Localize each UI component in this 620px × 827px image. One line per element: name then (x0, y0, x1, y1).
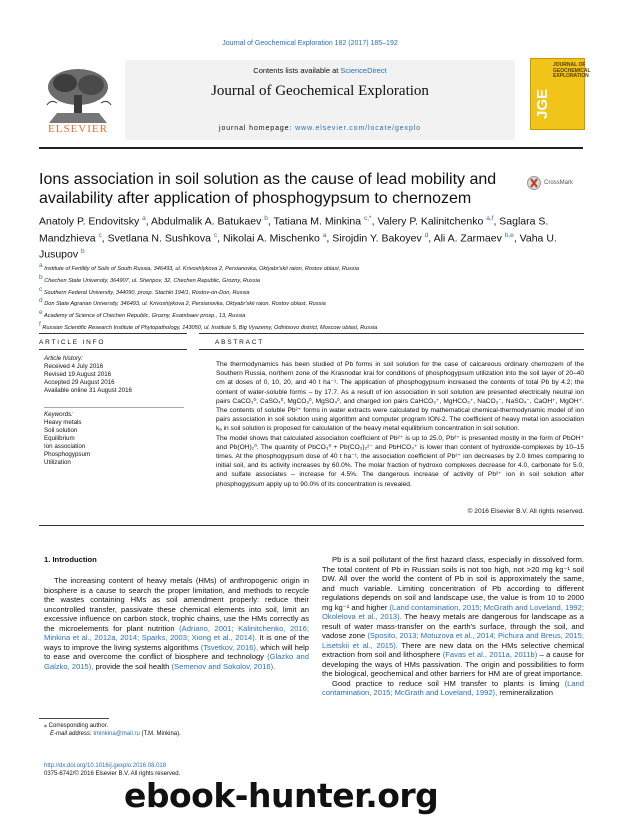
body-text: which will help to ease and overcome the conflict of biosphere and technology (44, 642, 309, 661)
affiliation (39, 286, 584, 298)
affiliations (39, 262, 584, 333)
journal-citation[interactable]: Journal of Geochemical Exploration 182 (2017) 185–192 (222, 40, 398, 47)
body-paragraph (322, 679, 584, 698)
affiliation (39, 321, 584, 333)
reference-link[interactable]: (Glazko and Galzko, 2015), (44, 652, 309, 671)
author-affiliation-mark[interactable]: c (98, 231, 102, 239)
affiliation-key: e (39, 309, 43, 317)
footnote (44, 722, 309, 738)
body-paragraph (322, 555, 584, 679)
abstract-heading: ABSTRACT (215, 339, 265, 346)
body-text: The heavy metals are dangerous for landscape as a result of water mass-transfer on the earth's surface, through the soil, and vadose zone (322, 612, 584, 640)
author-affiliation-mark[interactable]: c,* (364, 215, 372, 222)
body-text: remineralization (497, 688, 553, 697)
body-text: provide the soil health (93, 661, 172, 671)
keyword: Heavy metals (44, 419, 82, 426)
body-text: Pb is a soil pollutant of the first hazard class, especially in dissolved form. The total content of Pb in Russian soils is not too high, not >20 mg kg⁻¹ soil DW. All over the world the content of Pb in soil is approximately the same, and much variable. Limiting concentration of Pb according to different regulations depends on soil and landscape use, the value is from 10 to 2000 mg kg⁻¹ and higher (322, 555, 584, 612)
crossmark-badge[interactable] (527, 176, 587, 190)
article-history (44, 355, 184, 395)
issn-line: 0375-6742/© 2016 Elsevier B.V. All rights reserved. (44, 771, 181, 777)
keyword: Equilibrium (44, 435, 75, 442)
abstract-paragraph-1: The thermodynamics has been studied of Pb forms in soil solution for the case of calcareous ordinary chernozem of the Southern Russia, northern zone of the Krasnodar krai for conditions of phosphogypsum utilization into the soil layer of 20–40 cm at doses of 0, 10, 20, and 40 t ha⁻¹. The application of phosphogypsum increased the contents of total Pb by 4.2; the content of water-soluble forms – by 17.7. As a result of ion association in soil solution are presented electrically neutral ion pairs CaCO₃⁰; CaSO₄⁰, MgCO₃⁰, MgSO₄⁰, and charged ion pairs CaHCO₃⁺, MgHCO₃⁺, NaCO₃⁻, NaSO₄⁻, CaOH⁺, MgOH⁺. The contents of soluble Pb²⁺ forms in water extracts were calculated by mathematical chemical-thermodynamic model of ion pairs association in soil solution using algorithm and computer program ION-2. The coefficient of heavy metal ion association kₐ in soil solution is proposed for calculation of the heavy metal equilibrium concentration in soil solution. (216, 361, 584, 433)
author-name[interactable]: Nikolai A. Mischenko (222, 232, 320, 244)
affiliation-text: Russian Scientific Research Institute of Phytopathology, 143050, ul. Institute 5, Big Vyazemy, Odintsovo district, Moscow oblast, Russia (42, 324, 378, 331)
author-name[interactable]: Saglara S. Mandzhieva (39, 215, 549, 244)
reference-link[interactable]: (Semenov and Sokolov, 2016). (171, 661, 276, 671)
body-text: Good practice to reduce soil HM transfer to plants is liming (332, 678, 565, 688)
crossmark-icon (527, 176, 541, 190)
author-affiliation-mark[interactable]: b (81, 248, 85, 255)
reference-link[interactable]: (Favas et al., 2011a, 2011b) (442, 650, 538, 659)
keyword: Soil solution (44, 427, 78, 434)
author-affiliation-mark[interactable]: a (142, 215, 146, 222)
author-affiliation-mark[interactable]: a,f (486, 215, 494, 222)
cover-abbrev: JGE (534, 88, 551, 119)
abstract-rule-bottom (199, 349, 584, 350)
affiliation-text: Academy of Science of Chechen Republic, Grozny, Esambaev prosp., 13, Russia (43, 312, 246, 319)
author-affiliation-mark[interactable]: c (213, 231, 218, 239)
keyword: Utilization (44, 459, 71, 466)
journal-cover-thumbnail[interactable] (530, 58, 591, 130)
email-line (44, 730, 309, 738)
contents-prefix: Contents lists available at (253, 66, 341, 75)
footnote-mark: ⁎ (44, 723, 47, 729)
author-name[interactable]: Vaha U. Jusupov (39, 232, 557, 261)
keywords-label: Keywords: (44, 411, 73, 418)
reference-link[interactable]: (Tsvetkov, 2016), (200, 642, 259, 652)
doi-link[interactable]: http://dx.doi.org/10.1016/j.gexplo.2016.08.018 (44, 763, 167, 769)
homepage-prefix: journal homepage: (219, 125, 296, 132)
body-text: The increasing content of heavy metals (HMs) of anthropogenic origin in biosphere is a cause to search the proper limitation, and methods to recycle the wastes containing HMs as soil amendment properly: reduce their uncontrolled transfer, passivate these chemical elements into soil, limit an excessive influence on carbon stock, trophic chains, use the HMs correctly as the microelements for plant nutrition (44, 576, 309, 633)
author-name[interactable]: Tatiana M. Minkina (273, 215, 362, 228)
cover-title: JOURNAL OF GEOCHEMICAL EXPLORATION (553, 62, 591, 80)
reference-link[interactable]: (Sposito, 2013; Motuzova et al., 2014; Pichura and Breus, 2015; Lisetskii et al., 2015). (322, 631, 584, 650)
affiliation-text: Southern Federal University, 344090, prosp. Stachki 194/1, Rostov-on-Don, Russia (43, 289, 250, 296)
affiliation (39, 309, 584, 321)
journal-title[interactable]: Journal of Geochemical Exploration (211, 83, 429, 99)
keyword: Phosphogypsum (44, 451, 91, 458)
author-name[interactable]: Valery P. Kalinitchenko (377, 215, 484, 228)
author-affiliation-mark[interactable]: a (322, 231, 327, 239)
reference-link[interactable]: (Adriano, 2001; Kalinitchenko, 2016; Minkina et al., 2012a, 2014; Sparks, 2003; Xiong et al., 2014). (44, 623, 309, 642)
body-column-right (322, 555, 584, 698)
crossmark-label: CrossMark (544, 180, 574, 186)
reference-link[interactable]: (Land contamination, 2015; McGrath and Loveland, 1992; Okolelova et al., 2013). (322, 602, 584, 621)
body-text: It is one of the ways to improve the living systems algorithms (44, 633, 310, 652)
affiliation-key: c (39, 285, 43, 293)
author-list: Anatoly P. Endovitsky $^a$, Abdulmalik A. Batukaev $^b$, Tatiana M. Minkina $^{c,*}$, Valery P. Kalinitchenko $^{a,f}$, Saglara S. Mandzhieva $^c$, Svetlana N. Sushkova $^c$, Nikolai A. Mischenko $^a$, Sirojdin Y. Bakoyev $^d$, Ali A. Zarmaev $^{b,e}$, Vaha U. Jusupov $^b$ (39, 215, 557, 261)
author-name[interactable]: Anatoly P. Endovitsky (39, 215, 140, 228)
elsevier-wordmark[interactable]: ELSEVIER (48, 123, 108, 135)
history-item: Accepted 29 August 2016 (44, 379, 115, 386)
homepage-link[interactable]: www.elsevier.com/locate/gexplo (295, 125, 421, 132)
author-name[interactable]: Abdulmalik A. Batukaev (151, 215, 262, 228)
affiliation-key: a (39, 262, 43, 269)
info-rule-bottom (39, 349, 187, 350)
affiliation-text: Chechen State University, 364907, ul. Sheripov, 32, Chechen Republic, Grozny, Russia (44, 277, 260, 284)
abstract-rule-top (199, 333, 584, 334)
email-link[interactable]: tminkina@mail.ru (93, 731, 140, 737)
contents-line (125, 66, 515, 75)
copyright: © 2016 Elsevier B.V. All rights reserved. (467, 508, 584, 515)
body-column-left (44, 576, 309, 671)
author-name[interactable]: Svetlana N. Sushkova (107, 232, 211, 244)
sciencedirect-link[interactable]: ScienceDirect (340, 66, 387, 75)
watermark: ebook-hunter.org (124, 776, 439, 815)
body-paragraph (44, 576, 309, 671)
author-affiliation-mark[interactable]: b,e (504, 231, 514, 239)
corresponding-author (44, 722, 309, 730)
footnote-rule (39, 718, 109, 719)
affiliation-key: f (39, 320, 41, 328)
history-label: Article history: (44, 355, 83, 362)
email-suffix: (T.M. Minkina). (139, 731, 181, 737)
abstract-rule-end (39, 525, 584, 526)
abstract-body (216, 360, 584, 489)
author-name[interactable]: Ali A. Zarmaev (433, 232, 502, 244)
journal-homepage (125, 125, 515, 132)
affiliation (39, 274, 584, 286)
header-rule (39, 147, 583, 149)
affiliation-key: d (39, 297, 43, 305)
keyword: Ion association (44, 443, 86, 450)
author-affiliation-mark[interactable]: b (264, 215, 268, 222)
body-text: There are new data on the HMs selective chemical extraction from soil and lithosphere (322, 640, 584, 659)
affiliation-key: b (39, 273, 43, 281)
abstract-paragraph-2: The model shows that calculated association coefficient of Pb²⁺ is up to 25.0, Pb²⁺ is presented mostly in the form of PbOH⁺ and Pb(OH)₂⁰. The quantity of PbCO₃⁰ + Pb(CO₃)₂²⁻ and PbHCO₃⁺ is lower than content of hydroxide-complexes by 10–15 times. At the phosphogypsum dose of 40 t ha⁻¹, the association coefficient of Pb²⁺ ion decreases by 2.0 times comparing to initial soil, and its activity increases by 60.0%. The molar fraction of hydroxo complexes decrease for 4.0, carbonate for 5.0, and sulfate associates – increase for 4.5%. The dangerous increase of activity of Pb²⁺ ion in soil solution after phosphogypsum apply up to 90.0% of its concentration is revealed. (216, 434, 584, 488)
body-text: – a cause for developing the ways of HMs passivation. The origin and possibilities to form the biological, geochemical and other barriers for HM are of great importance. (322, 650, 585, 678)
article-title: Ions association in soil solution as the cause of lead mobility and availability after application of phosphogypsum to chernozem (39, 171, 497, 207)
corresponding-label: Corresponding author. (48, 723, 109, 729)
keywords (44, 411, 184, 467)
author-affiliation-mark[interactable]: d (424, 231, 429, 239)
email-label: E-mail address: (50, 731, 94, 737)
history-item: Revised 19 August 2016 (44, 371, 112, 378)
affiliation (39, 297, 584, 309)
info-rule-top (39, 333, 187, 334)
affiliation (39, 262, 584, 274)
affiliation-text: Don State Agrarian University, 346493, ul. Krivoshlykova 2, Persianovka, Oktyabr'skii raion, Rostov oblast, Russia (44, 301, 326, 308)
affiliation-text: Institute of Fertility of Soils of South Russia, 346493, ul. Krivoshlykova 2, Persianovka, Oktyabr'skii raion, Rostov oblast, Russia (44, 265, 359, 272)
author-name[interactable]: Sirojdin Y. Bakoyev (332, 232, 422, 244)
history-item: Available online 31 August 2016 (44, 387, 132, 394)
keywords-rule (44, 407, 184, 408)
article-info-heading: ARTICLE INFO (39, 339, 106, 346)
reference-link[interactable]: (Land contamination, 2015; McGrath and Loveland, 1992), (322, 678, 584, 697)
section-heading-introduction: 1. Introduction (44, 555, 97, 564)
history-item: Received 4 July 2016 (44, 363, 104, 370)
